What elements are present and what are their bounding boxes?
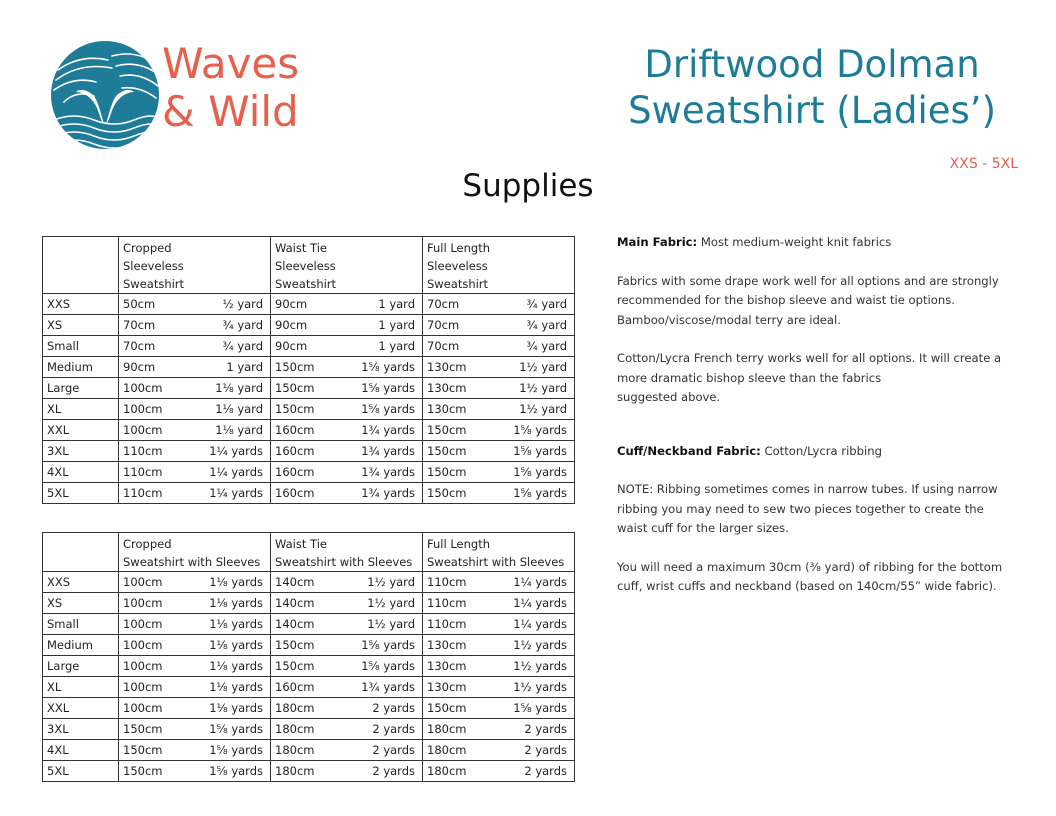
imperial-amount: 1⅝ yards <box>361 638 415 652</box>
yardage-cell <box>423 614 575 635</box>
main-fabric-label: Main Fabric: <box>617 235 698 249</box>
main-fabric-note <box>617 233 1017 253</box>
column-header <box>271 533 423 572</box>
metric-amount: 110cm <box>427 617 467 631</box>
imperial-amount: ¾ yard <box>526 339 567 353</box>
metric-amount: 160cm <box>275 465 315 479</box>
imperial-amount: 1½ yard <box>519 381 567 395</box>
yardage-cell <box>423 719 575 740</box>
metric-amount: 150cm <box>427 423 467 437</box>
yardage-cell <box>423 336 575 357</box>
imperial-amount: 1⅝ yards <box>209 743 263 757</box>
size-header-cell <box>43 237 119 294</box>
ribbing-note-line: waist cuff for the larger sizes. <box>617 521 789 535</box>
metric-amount: 100cm <box>123 701 163 715</box>
imperial-amount: 1⅛ yards <box>209 659 263 673</box>
size-cell: XXL <box>43 698 119 719</box>
yardage-cell <box>271 294 423 315</box>
table-row <box>43 420 575 441</box>
table-row <box>43 698 575 719</box>
yardage-cell <box>423 740 575 761</box>
table-row <box>43 614 575 635</box>
yardage-cell <box>119 462 271 483</box>
imperial-amount: 1½ yard <box>519 402 567 416</box>
cuff-fabric-text: Cotton/Lycra ribbing <box>760 443 882 458</box>
imperial-amount: 1⅛ yards <box>209 680 263 694</box>
metric-amount: 180cm <box>275 764 315 778</box>
imperial-amount: 1½ yards <box>513 638 567 652</box>
yardage-cell <box>119 740 271 761</box>
column-header-line: Sleeveless <box>123 259 184 273</box>
imperial-amount: 1⅛ yard <box>215 423 263 437</box>
yardage-cell <box>271 572 423 593</box>
yardage-cell <box>119 719 271 740</box>
header-row <box>43 533 575 572</box>
metric-amount: 150cm <box>123 743 163 757</box>
yardage-cell <box>271 399 423 420</box>
metric-amount: 50cm <box>123 297 156 311</box>
metric-amount: 130cm <box>427 638 467 652</box>
imperial-amount: 1⅛ yards <box>209 596 263 610</box>
yardage-cell <box>423 635 575 656</box>
imperial-amount: 1⅝ yards <box>209 722 263 736</box>
imperial-amount: ¾ yard <box>222 318 263 332</box>
ribbing-note-line: NOTE: Ribbing sometimes comes in narrow tubes. If using narrow <box>617 482 998 496</box>
brand-line-1: Waves <box>162 39 300 88</box>
yardage-cell <box>119 572 271 593</box>
drape-line: Fabrics with some drape work well for all options and are strongly <box>617 273 999 288</box>
size-cell: XL <box>43 677 119 698</box>
yardage-cell <box>423 441 575 462</box>
imperial-amount: 2 yards <box>372 701 415 715</box>
imperial-amount: 2 yards <box>372 743 415 757</box>
metric-amount: 140cm <box>275 575 315 589</box>
metric-amount: 150cm <box>275 381 315 395</box>
yardage-cell <box>423 294 575 315</box>
metric-amount: 180cm <box>427 722 467 736</box>
metric-amount: 150cm <box>275 402 315 416</box>
metric-amount: 160cm <box>275 486 315 500</box>
metric-amount: 160cm <box>275 444 315 458</box>
imperial-amount: 1⅝ yards <box>513 486 567 500</box>
imperial-amount: 1⅛ yard <box>215 381 263 395</box>
drape-line: recommended for the bishop sleeve and waist tie options. <box>617 293 955 307</box>
imperial-amount: ¾ yard <box>526 297 567 311</box>
metric-amount: 110cm <box>123 486 163 500</box>
size-cell: XL <box>43 399 119 420</box>
metric-amount: 110cm <box>427 575 467 589</box>
size-cell: Large <box>43 656 119 677</box>
yardage-cell <box>119 656 271 677</box>
yardage-cell <box>271 719 423 740</box>
metric-amount: 70cm <box>123 339 156 353</box>
imperial-amount: 1⅝ yards <box>513 423 567 437</box>
yardage-cell <box>119 336 271 357</box>
yardage-cell <box>423 572 575 593</box>
metric-amount: 100cm <box>123 659 163 673</box>
size-cell: XXS <box>43 572 119 593</box>
column-header-line: Cropped <box>123 241 172 255</box>
ribbing-amount-line: cuff, wrist cuffs and neckband (based on 140cm/55” wide fabric). <box>617 579 997 593</box>
yardage-cell <box>423 315 575 336</box>
yardage-cell <box>271 378 423 399</box>
imperial-amount: 1⅝ yards <box>361 402 415 416</box>
yardage-cell <box>423 761 575 782</box>
yardage-cell <box>119 593 271 614</box>
metric-amount: 130cm <box>427 360 467 374</box>
column-header-line: Sweatshirt with Sleeves <box>427 555 565 569</box>
yardage-cell <box>423 656 575 677</box>
table-row <box>43 740 575 761</box>
yardage-cell <box>119 483 271 504</box>
yardage-cell <box>119 635 271 656</box>
column-header-line: Sweatshirt <box>427 277 489 291</box>
table-row <box>43 572 575 593</box>
imperial-amount: 2 yards <box>372 764 415 778</box>
yardage-cell <box>271 315 423 336</box>
metric-amount: 180cm <box>275 701 315 715</box>
size-cell: 5XL <box>43 483 119 504</box>
column-header-line: Sweatshirt <box>275 277 337 291</box>
imperial-amount: 1⅝ yards <box>361 381 415 395</box>
imperial-amount: 1⅝ yards <box>361 360 415 374</box>
metric-amount: 140cm <box>275 617 315 631</box>
metric-amount: 90cm <box>123 360 156 374</box>
column-header-line: Full Length <box>427 537 490 551</box>
imperial-amount: 1⅛ yard <box>215 402 263 416</box>
sleeveless-yardage-table <box>42 236 575 504</box>
column-header-line: Sleeveless <box>275 259 336 273</box>
imperial-amount: 1¼ yards <box>209 444 263 458</box>
imperial-amount: 1½ yards <box>513 680 567 694</box>
waves-and-wild-logo <box>50 40 160 150</box>
table-row <box>43 462 575 483</box>
yardage-cell <box>271 761 423 782</box>
yardage-cell <box>119 294 271 315</box>
imperial-amount: ½ yard <box>222 297 263 311</box>
column-header-line: Sweatshirt with Sleeves <box>275 555 413 569</box>
table-row <box>43 357 575 378</box>
imperial-amount: 1½ yard <box>367 617 415 631</box>
column-header-line: Sleeveless <box>427 259 488 273</box>
sleeves-yardage-table <box>42 532 575 782</box>
ribbing-note-line: ribbing you may need to sew two pieces together to create the <box>617 501 984 516</box>
column-header-line: Sweatshirt <box>123 277 185 291</box>
yardage-cell <box>119 357 271 378</box>
metric-amount: 180cm <box>427 764 467 778</box>
yardage-cell <box>119 677 271 698</box>
imperial-amount: 1 yard <box>378 318 415 332</box>
yardage-cell <box>271 336 423 357</box>
table-row <box>43 635 575 656</box>
imperial-amount: 1¾ yards <box>361 465 415 479</box>
drape-line: Bamboo/viscose/modal terry are ideal. <box>617 312 841 327</box>
yardage-cell <box>119 399 271 420</box>
table-row <box>43 761 575 782</box>
column-header <box>119 237 271 294</box>
metric-amount: 180cm <box>275 743 315 757</box>
imperial-amount: 1⅛ yards <box>209 575 263 589</box>
yardage-cell <box>271 677 423 698</box>
yardage-cell <box>423 357 575 378</box>
metric-amount: 150cm <box>427 465 467 479</box>
metric-amount: 130cm <box>427 402 467 416</box>
table-row <box>43 593 575 614</box>
yardage-cell <box>271 462 423 483</box>
size-cell: Medium <box>43 357 119 378</box>
imperial-amount: 1¾ yards <box>361 423 415 437</box>
imperial-amount: 1¼ yards <box>513 617 567 631</box>
size-cell: 5XL <box>43 761 119 782</box>
metric-amount: 70cm <box>427 318 460 332</box>
imperial-amount: 1 yard <box>378 339 415 353</box>
column-header <box>119 533 271 572</box>
size-cell: Medium <box>43 635 119 656</box>
imperial-amount: ¾ yard <box>222 339 263 353</box>
column-header-line: Cropped <box>123 537 172 551</box>
table-row <box>43 719 575 740</box>
column-header <box>271 237 423 294</box>
main-fabric-text: Most medium-weight knit fabrics <box>697 235 892 249</box>
yardage-cell <box>271 614 423 635</box>
metric-amount: 100cm <box>123 575 163 589</box>
metric-amount: 150cm <box>275 360 315 374</box>
pattern-title-line-2: Sweatshirt (Ladies’) <box>628 89 996 132</box>
ribbing-amount-line: You will need a maximum 30cm (⅜ yard) of ribbing for the bottom <box>617 559 1003 574</box>
yardage-cell <box>271 420 423 441</box>
metric-amount: 130cm <box>427 659 467 673</box>
metric-amount: 100cm <box>123 680 163 694</box>
size-cell: 4XL <box>43 740 119 761</box>
header-row <box>43 237 575 294</box>
imperial-amount: 2 yards <box>524 743 567 757</box>
yardage-cell <box>271 635 423 656</box>
metric-amount: 160cm <box>275 423 315 437</box>
cuff-fabric-label: Cuff/Neckband Fabric: <box>617 443 761 458</box>
metric-amount: 70cm <box>123 318 156 332</box>
metric-amount: 100cm <box>123 638 163 652</box>
yardage-cell <box>271 357 423 378</box>
imperial-amount: 1¾ yards <box>361 444 415 458</box>
brand-wordmark <box>162 40 299 136</box>
cotton-line: Cotton/Lycra French terry works well for all options. It will create a <box>617 351 1002 365</box>
brand-line-2: & Wild <box>162 87 299 136</box>
size-header-cell <box>43 533 119 572</box>
metric-amount: 110cm <box>123 444 163 458</box>
yardage-cell <box>119 378 271 399</box>
yardage-cell <box>119 315 271 336</box>
imperial-amount: 1¾ yards <box>361 680 415 694</box>
imperial-amount: 2 yards <box>524 764 567 778</box>
imperial-amount: 1⅝ yards <box>361 659 415 673</box>
imperial-amount: 1¼ yards <box>209 486 263 500</box>
table-row <box>43 378 575 399</box>
yardage-cell <box>423 677 575 698</box>
yardage-cell <box>423 593 575 614</box>
yardage-cell <box>271 740 423 761</box>
metric-amount: 150cm <box>275 638 315 652</box>
metric-amount: 70cm <box>427 339 460 353</box>
metric-amount: 160cm <box>275 680 315 694</box>
metric-amount: 100cm <box>123 423 163 437</box>
imperial-amount: 1 yard <box>378 297 415 311</box>
yardage-cell <box>271 656 423 677</box>
metric-amount: 130cm <box>427 680 467 694</box>
metric-amount: 90cm <box>275 297 308 311</box>
imperial-amount: 1⅝ yards <box>209 764 263 778</box>
metric-amount: 180cm <box>427 743 467 757</box>
pattern-title <box>628 42 996 134</box>
column-header-line: Full Length <box>427 241 490 255</box>
metric-amount: 100cm <box>123 596 163 610</box>
table-row <box>43 677 575 698</box>
yardage-cell <box>119 441 271 462</box>
yardage-cell <box>271 593 423 614</box>
metric-amount: 100cm <box>123 402 163 416</box>
metric-amount: 150cm <box>427 486 467 500</box>
column-header <box>423 237 575 294</box>
yardage-cell <box>119 761 271 782</box>
column-header-line: Sweatshirt with Sleeves <box>123 555 261 569</box>
yardage-cell <box>119 614 271 635</box>
column-header-line: Waist Tie <box>275 537 327 551</box>
imperial-amount: 2 yards <box>524 722 567 736</box>
size-cell: Small <box>43 336 119 357</box>
table-row <box>43 483 575 504</box>
yardage-cell <box>271 483 423 504</box>
size-range: XXS - 5XL <box>949 156 1018 172</box>
table-row <box>43 441 575 462</box>
imperial-amount: 2 yards <box>372 722 415 736</box>
imperial-amount: 1½ yards <box>513 659 567 673</box>
imperial-amount: 1⅝ yards <box>513 444 567 458</box>
metric-amount: 90cm <box>275 339 308 353</box>
pattern-title-line-1: Driftwood Dolman <box>644 43 980 86</box>
fabric-notes <box>617 233 1017 597</box>
size-cell: Small <box>43 614 119 635</box>
metric-amount: 150cm <box>275 659 315 673</box>
column-header-line: Waist Tie <box>275 241 327 255</box>
metric-amount: 150cm <box>123 764 163 778</box>
imperial-amount: 1⅛ yards <box>209 638 263 652</box>
table-row <box>43 336 575 357</box>
table-row <box>43 315 575 336</box>
metric-amount: 100cm <box>123 617 163 631</box>
cuff-fabric-note <box>617 442 1017 462</box>
yardage-cell <box>271 441 423 462</box>
metric-amount: 150cm <box>427 701 467 715</box>
size-cell: XS <box>43 593 119 614</box>
imperial-amount: 1½ yard <box>519 360 567 374</box>
yardage-cell <box>423 462 575 483</box>
table-row <box>43 656 575 677</box>
metric-amount: 90cm <box>275 318 308 332</box>
yardage-cell <box>423 399 575 420</box>
yardage-cell <box>119 420 271 441</box>
metric-amount: 100cm <box>123 381 163 395</box>
metric-amount: 110cm <box>427 596 467 610</box>
metric-amount: 140cm <box>275 596 315 610</box>
supplies-heading: Supplies <box>462 168 594 204</box>
yardage-cell <box>423 420 575 441</box>
metric-amount: 150cm <box>427 444 467 458</box>
imperial-amount: ¾ yard <box>526 318 567 332</box>
table-row <box>43 399 575 420</box>
yardage-cell <box>119 698 271 719</box>
metric-amount: 70cm <box>427 297 460 311</box>
imperial-amount: 1½ yard <box>367 575 415 589</box>
size-cell: XXS <box>43 294 119 315</box>
size-cell: XS <box>43 315 119 336</box>
yardage-cell <box>271 698 423 719</box>
imperial-amount: 1⅛ yards <box>209 701 263 715</box>
size-cell: Large <box>43 378 119 399</box>
size-cell: 4XL <box>43 462 119 483</box>
metric-amount: 180cm <box>275 722 315 736</box>
imperial-amount: 1¼ yards <box>513 596 567 610</box>
imperial-amount: 1¼ yards <box>209 465 263 479</box>
column-header <box>423 533 575 572</box>
table-row <box>43 294 575 315</box>
imperial-amount: 1⅝ yards <box>513 701 567 715</box>
yardage-cell <box>423 378 575 399</box>
imperial-amount: 1⅛ yards <box>209 617 263 631</box>
imperial-amount: 1¼ yards <box>513 575 567 589</box>
imperial-amount: 1¾ yards <box>361 486 415 500</box>
imperial-amount: 1½ yard <box>367 596 415 610</box>
metric-amount: 150cm <box>123 722 163 736</box>
cotton-line: suggested above. <box>617 390 721 404</box>
imperial-amount: 1 yard <box>226 360 263 374</box>
size-cell: 3XL <box>43 719 119 740</box>
metric-amount: 130cm <box>427 381 467 395</box>
metric-amount: 110cm <box>123 465 163 479</box>
size-cell: XXL <box>43 420 119 441</box>
imperial-amount: 1⅝ yards <box>513 465 567 479</box>
cotton-line: more dramatic bishop sleeve than the fabrics <box>617 370 882 385</box>
size-cell: 3XL <box>43 441 119 462</box>
yardage-cell <box>423 483 575 504</box>
yardage-cell <box>423 698 575 719</box>
